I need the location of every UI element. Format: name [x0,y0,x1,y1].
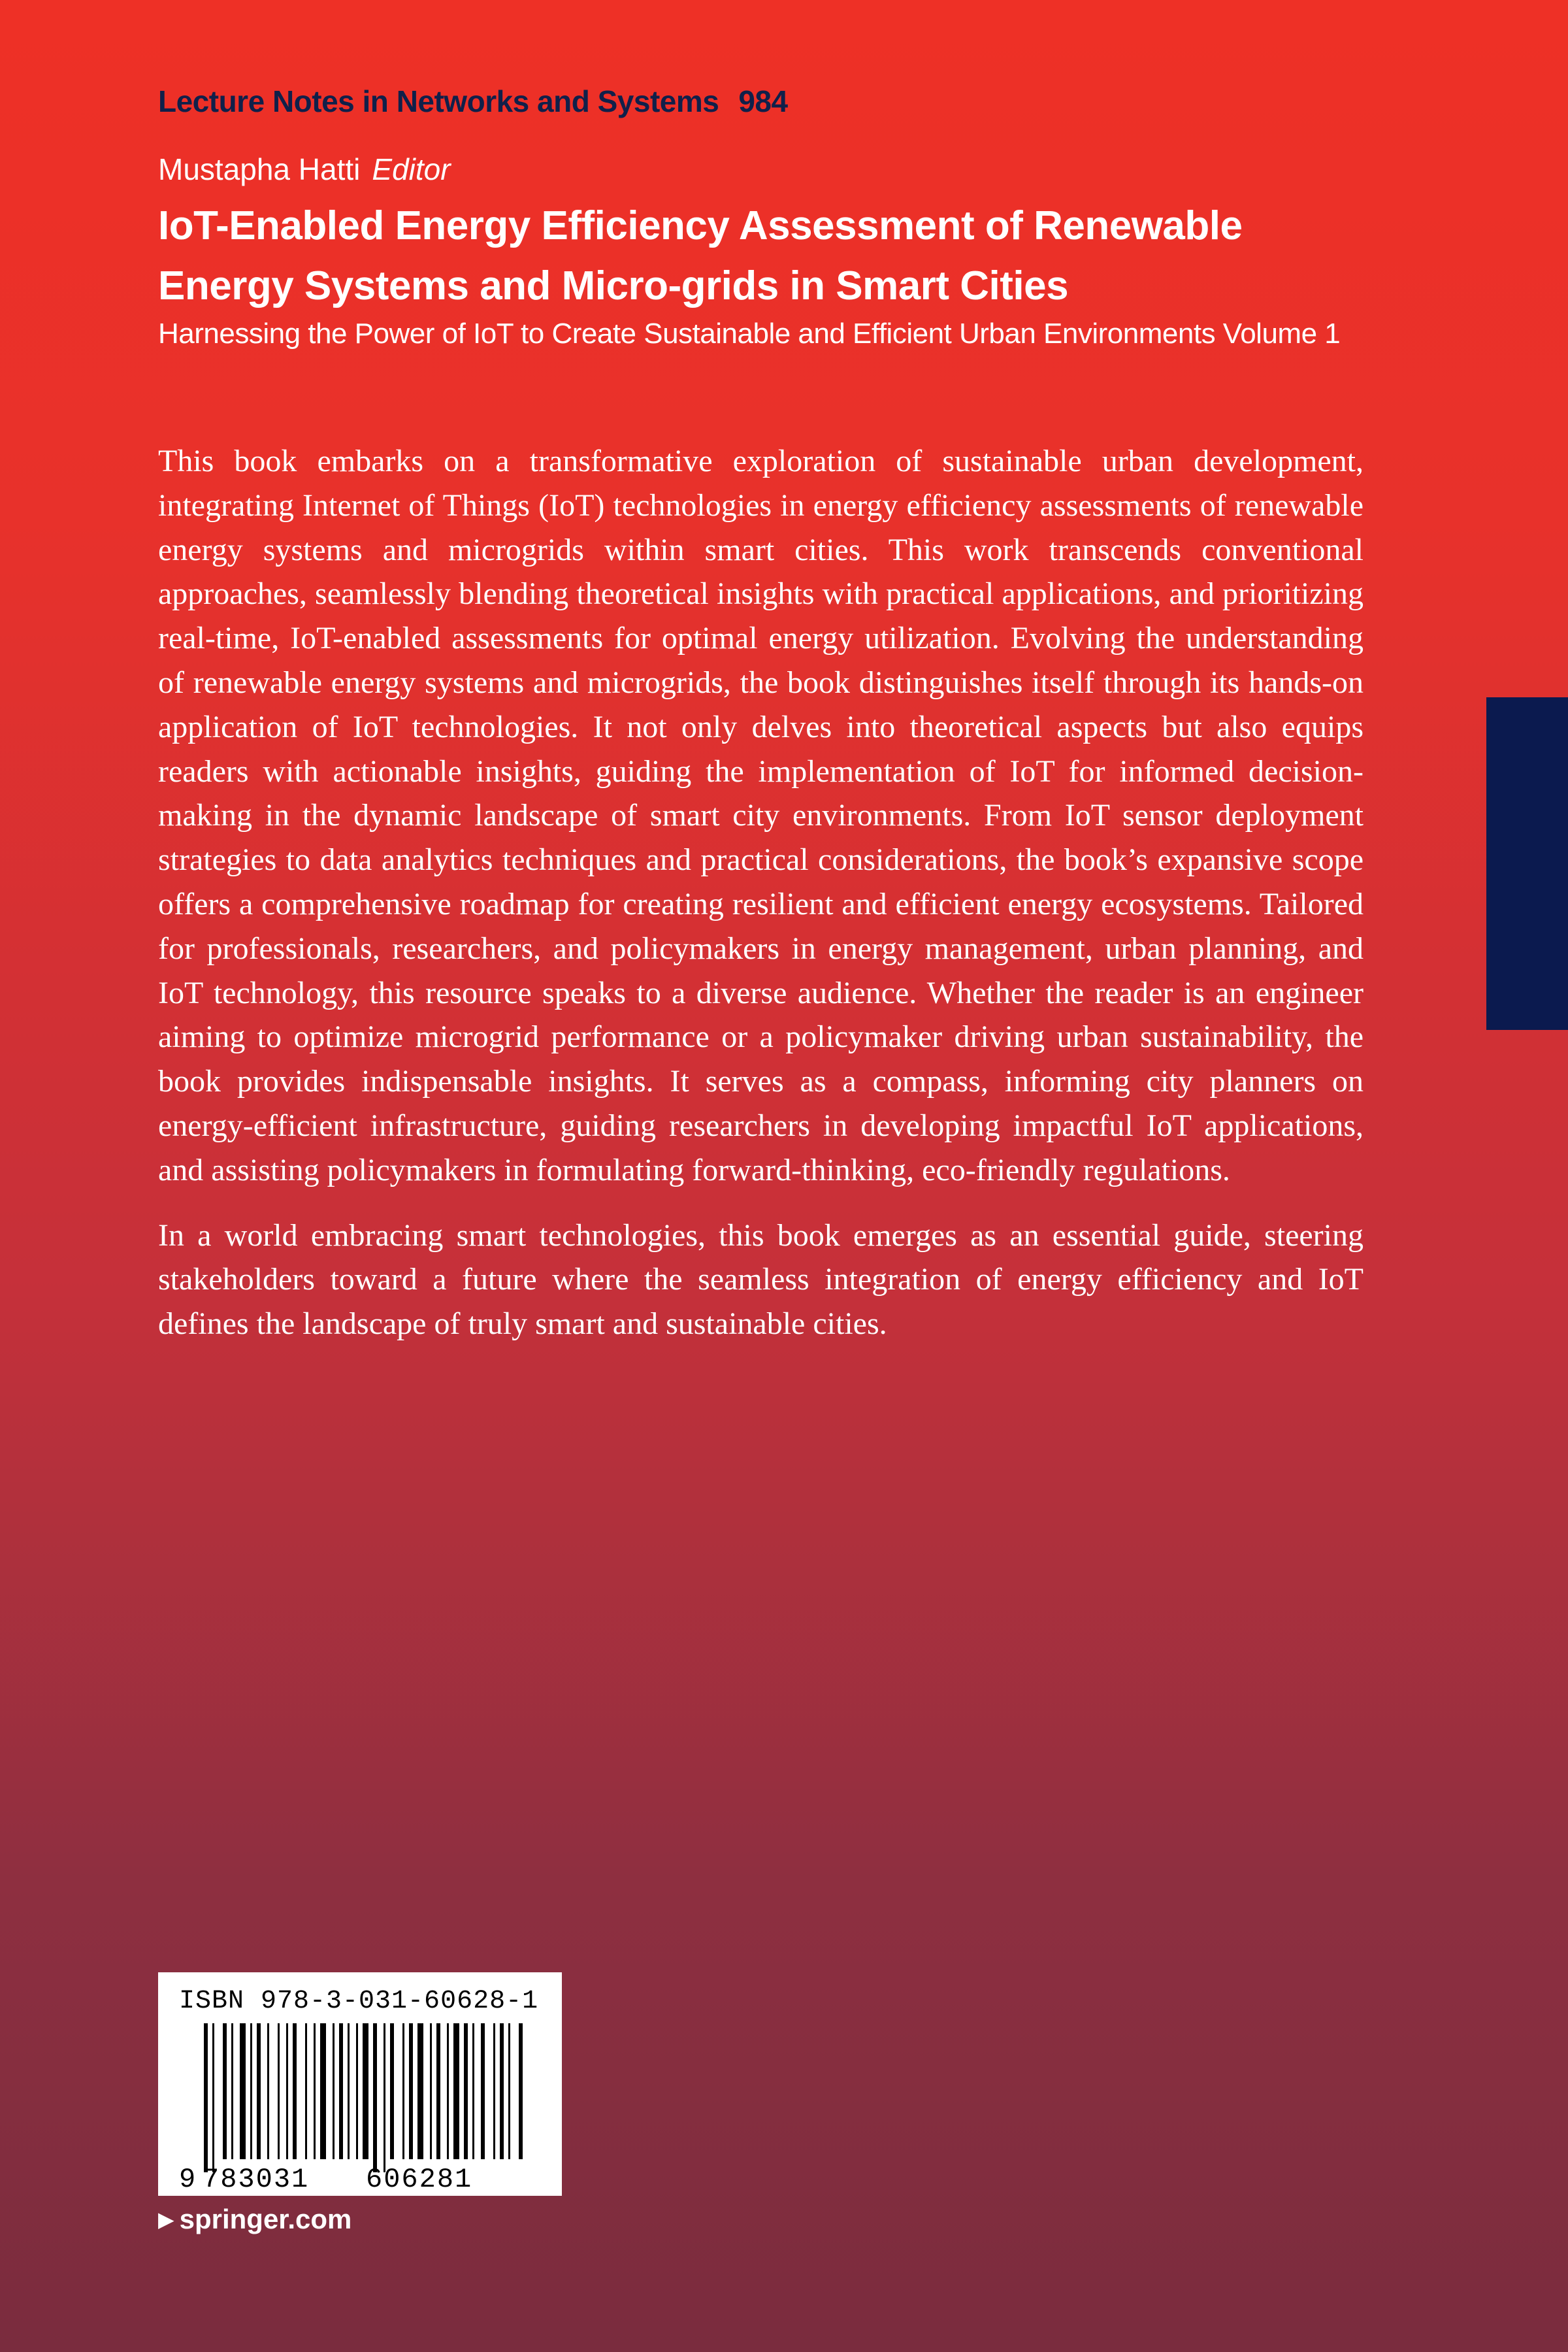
series-number: 984 [738,84,788,118]
barcode-bar [402,2023,404,2159]
barcode-bar [472,2023,474,2159]
barcode-bar [305,2023,307,2159]
barcode-right-digits: 606281 [366,2164,473,2195]
barcode-bar [493,2023,495,2159]
triangle-arrow-icon: ▶ [158,2208,174,2231]
barcode-bar [519,2023,523,2159]
barcode-bar [333,2023,335,2159]
book-subtitle: Harnessing the Power of IoT to Create Sustainable and Efficient Urban Environments Volume 1 [158,318,1341,350]
barcode-bar [348,2023,350,2159]
barcode-bar [453,2023,459,2159]
barcode-graphic [158,1972,562,2196]
barcode-bar [417,2023,423,2159]
barcode-first-digit: 9 [179,2164,196,2195]
barcode-bar [320,2023,326,2159]
barcode-bar [314,2023,316,2159]
barcode-bar [257,2023,261,2159]
barcode-bar [373,2023,377,2172]
barcode-bar [286,2023,288,2159]
editor-line [158,152,451,187]
editor-role: Editor [372,152,451,186]
isbn-label: ISBN 978-3-031-60628-1 [179,1987,539,2016]
series-name: Lecture Notes in Networks and Systems [158,84,719,118]
barcode-bar [430,2023,432,2159]
barcode-bar [500,2023,504,2159]
isbn-barcode [158,1972,562,2196]
barcode-bar [390,2023,394,2159]
barcode-bar [240,2023,246,2159]
blurb-paragraph-2: In a world embracing smart technologies, this book emerges as an essential guide, steering stakeholders toward a future where the seamless integration of energy efficiency and IoT defines the landscape of truly smart and sustainable cities. [158,1217,1364,1342]
barcode-bar [339,2023,343,2159]
blurb-paragraph-1: This book embarks on a transformative exploration of sustainable urban development, integrating Internet of Things (IoT) technologies in energy efficiency assessments of renewable energy systems and microgrids within smart cities. This work transcends conventional approaches, seamlessly blending theoretical insights with practical applications, and prioritizing real-time, IoT-enabled assessments for optimal energy utilization. Evolving the understanding of renewable energy systems and microgrids, the book distinguishes itself through its hands-on application of IoT technologies. It not only delves into theoretical aspects but also equips readers with actionable insights, guiding the implementation of IoT for informed decision-making in the dynamic landscape of smart city environments. From IoT sensor deployment strategies to data analytics techniques and practical considerations, the book’s expansive scope offers a comprehensive roadmap for creating resilient and efficient energy ecosystems. Tailored for professionals, researchers, and policymakers in energy management, urban planning, and IoT technology, this resource speaks to a diverse audience. Whether the reader is an engineer aiming to optimize microgrid performance or a policymaker driving urban sustainability, the book provides indispensable insights. It serves as a compass, informing city planners on energy-efficient infrastructure, guiding researchers in developing impactful IoT applications, and assisting policymakers in formulating forward-thinking, eco-friendly regulations. [158,444,1364,1187]
barcode-bar [212,2023,214,2172]
back-cover-blurb [158,439,1364,1346]
barcode-bar [436,2023,440,2159]
barcode-bar [278,2023,280,2159]
publisher-link-text: springer.com [179,2204,352,2234]
barcode-bar [250,2023,252,2159]
barcode-bar [231,2023,233,2159]
barcode-bar [267,2023,269,2159]
barcode-bar [204,2023,208,2172]
barcode-bar [363,2023,368,2159]
barcode-bar [508,2023,510,2159]
barcode-bar [464,2023,468,2159]
book-title: IoT-Enabled Energy Efficiency Assessment of Renewable Energy Systems and Micro-grids in Smart Cities [158,203,1243,308]
editor-name: Mustapha Hatti [158,152,361,186]
publisher-link[interactable] [158,2204,351,2235]
barcode-bar [293,2023,297,2159]
barcode-bar [481,2023,485,2159]
spine-color-tab [1486,697,1568,1030]
barcode-bar [223,2023,227,2159]
barcode-bar [409,2023,413,2159]
barcode-bar [447,2023,449,2159]
barcode-bar [384,2023,385,2172]
barcode-bar [356,2023,358,2159]
series-line [158,84,788,119]
barcode-left-digits: 783031 [203,2164,310,2195]
